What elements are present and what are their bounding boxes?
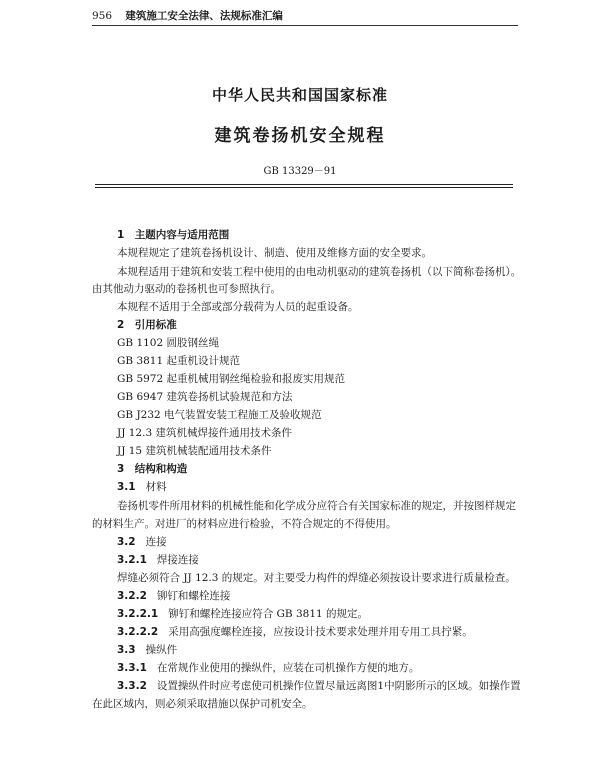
clause-number: 3.1	[117, 481, 136, 493]
paragraph: 本规程不适用于全部或部分载荷为人员的起重设备。	[117, 301, 359, 313]
section-1-heading: 1 主题内容与适用范围	[117, 229, 230, 241]
paragraph: 本规程适用于建筑和安装工程中使用的由电动机驱动的建筑卷扬机（以下简称卷扬机）。	[117, 266, 522, 278]
clause-3-2-1	[117, 553, 199, 567]
clause-title: 铆钉和螺栓连接	[156, 590, 231, 602]
clause-title: 操纵件	[145, 644, 178, 656]
clause-3-1	[117, 480, 167, 494]
clause-number: 3.2.1	[117, 554, 147, 566]
paragraph: 焊缝必须符合 JJ 12.3 的规定。对主要受力构件的焊缝必须按设计要求进行质量检查。	[117, 572, 516, 584]
clause-3-2-2-2	[117, 625, 473, 639]
paragraph: 本规程规定了建筑卷扬机设计、制造、使用及维修方面的安全要求。	[117, 247, 432, 259]
clause-number: 3.2.2	[117, 590, 147, 602]
clause-text: 铆钉和螺栓连接应符合 GB 3811 的规定。	[168, 608, 369, 620]
reference-item: GB 1102 圆股钢丝绳	[117, 337, 220, 349]
clause-number: 3.3.2	[117, 680, 147, 692]
clause-number: 3.2.2.1	[117, 608, 159, 620]
paragraph-continuation: 的材料生产。对进厂的材料应进行检验，不符合规定的不得使用。	[92, 518, 397, 530]
page-number: 956	[92, 10, 113, 22]
reference-item: GB 5972 起重机械用钢丝绳检验和报废实用规范	[117, 373, 345, 385]
clause-3-2	[117, 535, 167, 549]
paragraph-continuation: 由其他动力驱动的卷扬机也可参照执行。	[92, 283, 281, 295]
reference-item: JJ 12.3 建筑机械焊接件通用技术条件	[117, 427, 292, 439]
clause-number: 3.2.2.2	[117, 626, 159, 638]
reference-item: JJ 15 建筑机械装配通用技术条件	[117, 445, 272, 457]
standard-issuer: 中华人民共和国国家标准	[211, 86, 388, 104]
clause-3-3	[117, 643, 177, 657]
clause-3-2-2-1	[117, 607, 368, 621]
book-title: 建筑施工安全法律、法规标准汇编	[125, 10, 283, 22]
reference-item: GB 3811 起重机设计规范	[117, 355, 241, 367]
reference-item: GB J232 电气装置安装工程施工及验收规范	[117, 409, 322, 421]
clause-text: 采用高强度螺栓连接，应按设计技术要求处理并用专用工具拧紧。	[168, 626, 473, 638]
section-2-heading: 2 引用标准	[117, 319, 177, 331]
clause-text: 设置操纵件时应考虑使司机操作位置尽量远离图1中阴影所示的区域。如操作置	[156, 680, 521, 692]
clause-text: 在常规作业使用的操纵件，应装在司机操作方便的地方。	[156, 662, 420, 674]
clause-title: 连接	[145, 536, 167, 548]
standard-code: GB 13329－91	[263, 166, 337, 177]
clause-3-3-1	[117, 661, 419, 675]
clause-title: 焊接连接	[156, 554, 199, 566]
clause-3-2-2	[117, 589, 230, 603]
section-3-heading: 3 结构和构造	[117, 463, 188, 475]
clause-number: 3.2	[117, 536, 136, 548]
document-title: 建筑卷扬机安全规程	[214, 126, 386, 146]
clause-number: 3.3.1	[117, 662, 147, 674]
paragraph: 卷扬机零件所用材料的机械性能和化学成分应符合有关国家标准的规定，并按图样规定	[117, 500, 516, 512]
clause-3-3-2	[117, 679, 521, 693]
clause-title: 材料	[145, 481, 167, 493]
paragraph-continuation: 在此区域内，则必须采取措施以保护司机安全。	[92, 698, 313, 710]
reference-item: GB 6947 建筑卷扬机试验规范和方法	[117, 391, 293, 403]
clause-number: 3.3	[117, 644, 136, 656]
